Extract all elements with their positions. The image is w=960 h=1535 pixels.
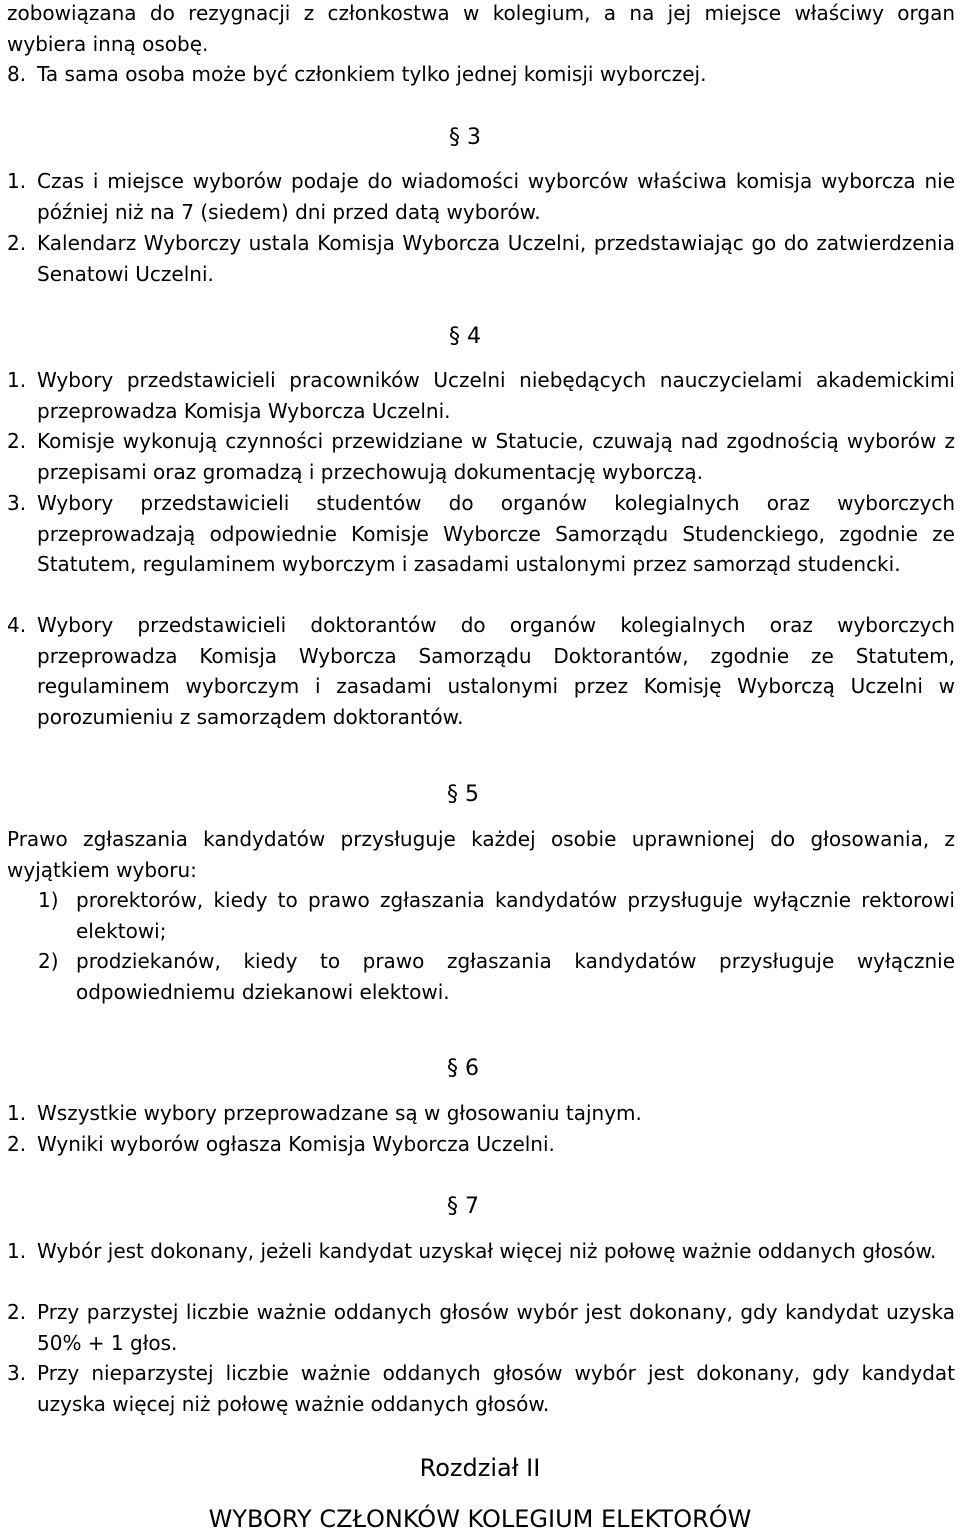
- chapter-title: Rozdział II: [419, 1454, 541, 1482]
- section-heading-5: § 5: [447, 782, 479, 807]
- section-heading-3: § 3: [449, 125, 481, 150]
- item-number: 2.: [7, 231, 27, 255]
- section-intro: Prawo zgłaszania kandydatów przysługuje każdej osobie uprawnionej do głosowania, z wyjątkiem wyboru:: [7, 827, 955, 882]
- item-number: 2.: [7, 1132, 27, 1156]
- item-text: Komisje wykonują czynności przewidziane w Statucie, czuwają nad zgodnością wyborów z przepisami oraz gromadzą i przechowują dokumentację wyborczą.: [37, 429, 955, 484]
- list-item: [7, 1129, 955, 1160]
- item-text: Czas i miejsce wyborów podaje do wiadomości wyborców właściwa komisja wyborcza nie później niż na 7 (siedem) dni przed datą wyborów.: [37, 169, 955, 224]
- item-text: Wybór jest dokonany, jeżeli kandydat uzyskał więcej niż połowę ważnie oddanych głosów.: [37, 1239, 937, 1263]
- item-number: 3.: [7, 491, 27, 515]
- item-text: Wybory przedstawicieli pracowników Uczelni niebędących nauczycielami akademickimi przeprowadza Komisja Wyborcza Uczelni.: [37, 368, 955, 423]
- list-item: [38, 946, 955, 1007]
- list-item: [7, 1358, 955, 1419]
- item-number: 1.: [7, 169, 27, 193]
- item-text: prodziekanów, kiedy to prawo zgłaszania kandydatów przysługuje wyłącznie odpowiedniemu dziekanowi elektowi.: [76, 949, 955, 1004]
- list-item: [7, 610, 955, 732]
- list-item: [38, 885, 955, 946]
- item-number: 1.: [7, 1101, 27, 1125]
- item-number: 3.: [7, 1361, 27, 1385]
- item-number: 4.: [7, 613, 27, 637]
- section-heading-6: § 6: [447, 1056, 479, 1081]
- item-text: Kalendarz Wyborczy ustala Komisja Wyborcza Uczelni, przedstawiając go do zatwierdzenia Senatowi Uczelni.: [37, 231, 955, 286]
- list-item: [7, 59, 955, 90]
- continued-paragraph: zobowiązana do rezygnacji z członkostwa w kolegium, a na jej miejsce właściwy organ wybiera inną osobę.: [7, 1, 955, 56]
- item-text: Ta sama osoba może być członkiem tylko jednej komisji wyborczej.: [37, 62, 707, 86]
- list-item: [7, 166, 955, 227]
- list-item: [7, 1098, 955, 1129]
- item-number: 1.: [7, 1239, 27, 1263]
- item-text: Przy parzystej liczbie ważnie oddanych głosów wybór jest dokonany, gdy kandydat uzyska 50% + 1 głos.: [37, 1300, 955, 1355]
- item-number: 2.: [7, 1300, 27, 1324]
- list-item: [7, 488, 955, 580]
- item-text: Wszystkie wybory przeprowadzane są w głosowaniu tajnym.: [37, 1101, 642, 1125]
- list-item: [7, 365, 955, 426]
- section-heading-4: § 4: [449, 324, 481, 349]
- item-number: 1): [38, 888, 59, 912]
- item-number: 2): [38, 949, 59, 973]
- list-item: [7, 1297, 955, 1358]
- item-text: Wybory przedstawicieli studentów do organów kolegialnych oraz wyborczych przeprowadzają odpowiednie Komisje Wyborcze Samorządu Studenckiego, zgodnie ze Statutem, regulaminem wyborczym i zasadami ustalonymi przez samorząd studencki.: [37, 491, 955, 576]
- chapter-subtitle: WYBORY CZŁONKÓW KOLEGIUM ELEKTORÓW: [208, 1505, 752, 1533]
- list-item: [7, 1236, 955, 1267]
- list-item: [7, 228, 955, 289]
- list-item: [7, 426, 955, 487]
- item-number: 8.: [7, 62, 27, 86]
- item-number: 1.: [7, 368, 27, 392]
- section-heading-7: § 7: [447, 1194, 479, 1219]
- item-text: Wybory przedstawicieli doktorantów do organów kolegialnych oraz wyborczych przeprowadza Komisja Wyborcza Samorządu Doktorantów, zgodnie ze Statutem, regulaminem wyborczym i zasadami ustalonymi przez Komisję Wyborczą Uczelni w porozumieniu z samorządem doktorantów.: [37, 613, 955, 729]
- item-text: Wyniki wyborów ogłasza Komisja Wyborcza Uczelni.: [37, 1132, 555, 1156]
- item-text: prorektorów, kiedy to prawo zgłaszania kandydatów przysługuje wyłącznie rektorowi elektowi;: [76, 888, 955, 943]
- item-text: Przy nieparzystej liczbie ważnie oddanych głosów wybór jest dokonany, gdy kandydat uzyska więcej niż połowę ważnie oddanych głosów.: [37, 1361, 955, 1416]
- item-number: 2.: [7, 429, 27, 453]
